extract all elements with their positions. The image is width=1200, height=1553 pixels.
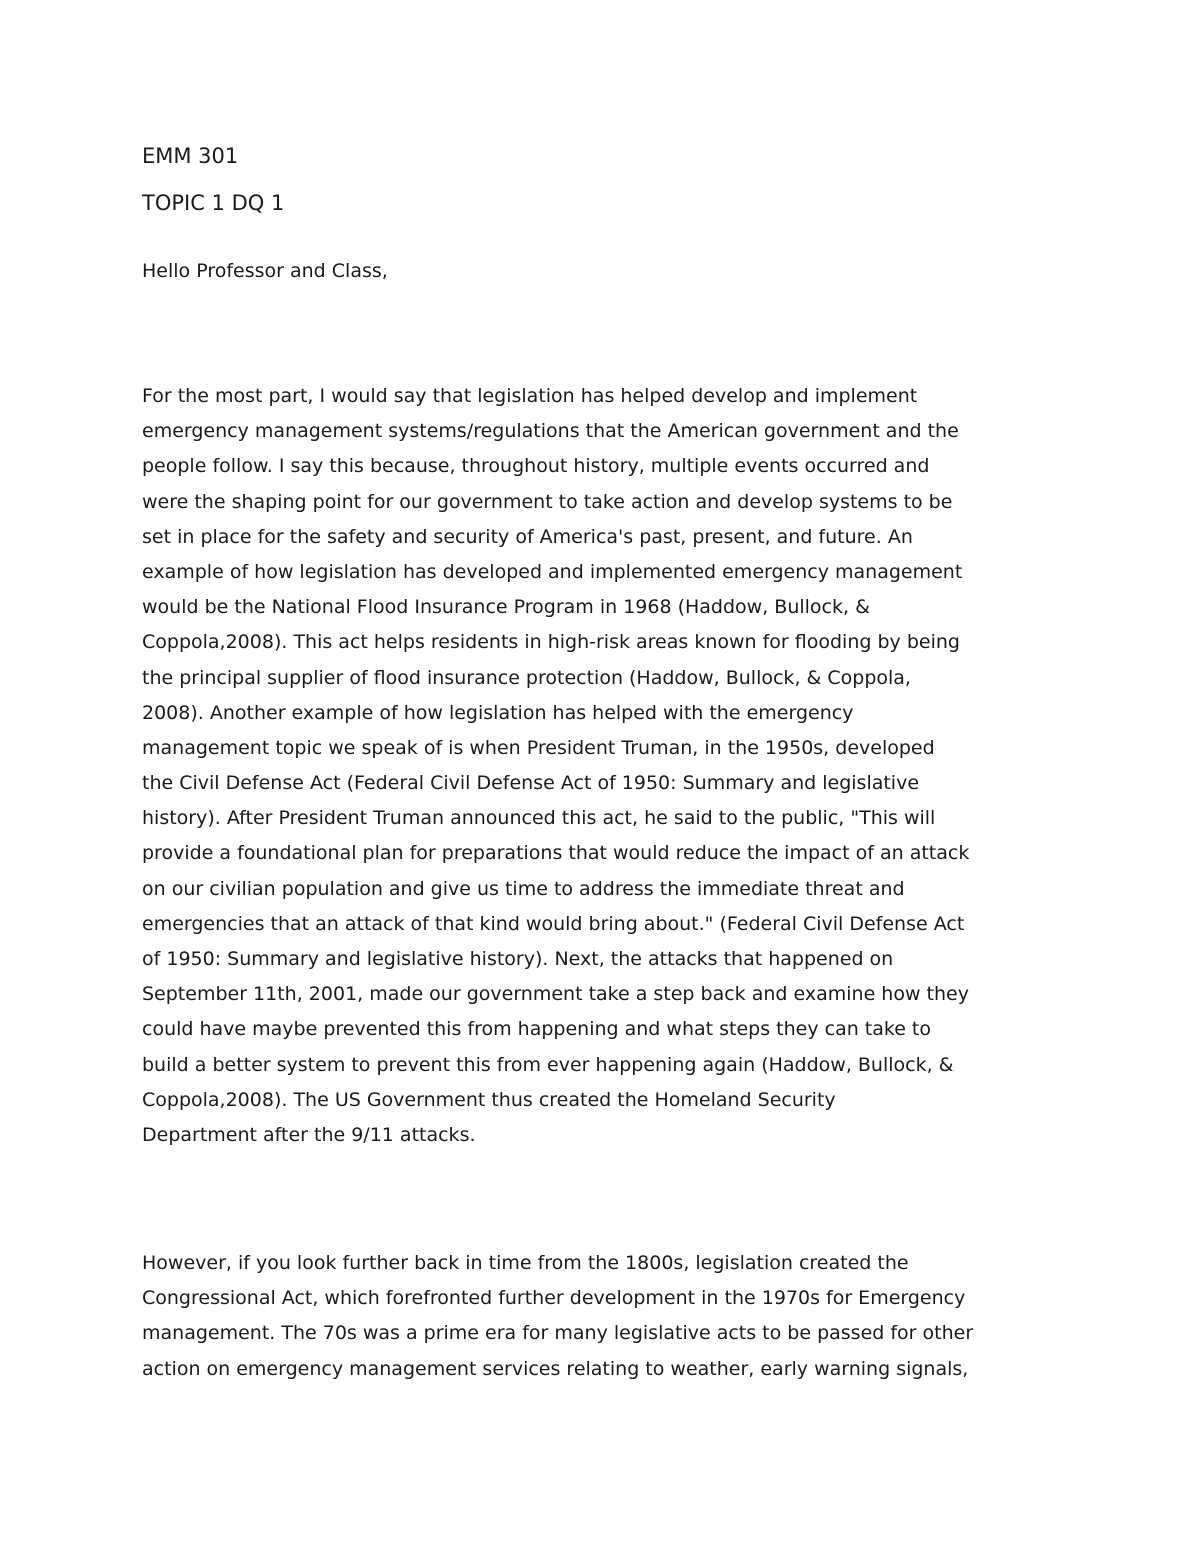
paragraph-1 [142, 379, 969, 1153]
paragraph-line: people follow. I say this because, throughout history, multiple events occurred and [142, 455, 930, 478]
paragraph-line: on our civilian population and give us time to address the immediate threat and [142, 877, 905, 900]
paragraph-line: could have maybe prevented this from happening and what steps they can take to [142, 1018, 932, 1041]
paragraph-2 [142, 1246, 973, 1387]
paragraph-line: management topic we speak of is when President Truman, in the 1950s, developed [142, 736, 935, 759]
paragraph-line: would be the National Flood Insurance Program in 1968 (Haddow, Bullock, & [142, 596, 870, 619]
paragraph-line: September 11th, 2001, made our government take a step back and examine how they [142, 983, 969, 1006]
paragraph-line: 2008). Another example of how legislation has helped with the emergency [142, 701, 854, 724]
paragraph-line: Department after the 9/11 attacks. [142, 1123, 476, 1146]
paragraph-line: emergencies that an attack of that kind would bring about." (Federal Civil Defense Act [142, 912, 965, 935]
paragraph-line: emergency management systems/regulations that the American government and the [142, 420, 959, 443]
paragraph-line: build a better system to prevent this from ever happening again (Haddow, Bullock, & [142, 1053, 954, 1076]
paragraph-line: Coppola,2008). The US Government thus created the Homeland Security [142, 1088, 836, 1111]
paragraph-line: For the most part, I would say that legislation has helped develop and implement [142, 385, 918, 407]
paragraph-line: Coppola,2008). This act helps residents in high-risk areas known for flooding by being [142, 631, 960, 654]
paragraph-line: However, if you look further back in time from the 1800s, legislation created the [142, 1252, 909, 1274]
paragraph-line: the principal supplier of flood insurance protection (Haddow, Bullock, & Coppola, [142, 666, 911, 689]
paragraph-line: Congressional Act, which forefronted further development in the 1970s for Emergency [142, 1287, 966, 1310]
paragraph-line: set in place for the safety and security of America's past, present, and future. An [142, 525, 913, 548]
paragraph-line: of 1950: Summary and legislative history). Next, the attacks that happened on [142, 948, 894, 970]
paragraph-line: example of how legislation has developed and implemented emergency management [142, 560, 963, 583]
paragraph-line: action on emergency management services relating to weather, early warning signals, [142, 1357, 969, 1380]
greeting: Hello Professor and Class, [142, 260, 388, 282]
paragraph-line: history). After President Truman announced this act, he said to the public, "This will [142, 807, 936, 830]
paragraph-line: management. The 70s was a prime era for many legislative acts to be passed for other [142, 1322, 974, 1345]
paragraph-line: the Civil Defense Act (Federal Civil Defense Act of 1950: Summary and legislative [142, 772, 920, 795]
paragraph-line: were the shaping point for our government to take action and develop systems to be [142, 490, 953, 513]
course-code: EMM 301 [142, 144, 239, 168]
topic-title: TOPIC 1 DQ 1 [142, 191, 285, 215]
paragraph-line: provide a foundational plan for preparations that would reduce the impact of an attack [142, 842, 970, 865]
